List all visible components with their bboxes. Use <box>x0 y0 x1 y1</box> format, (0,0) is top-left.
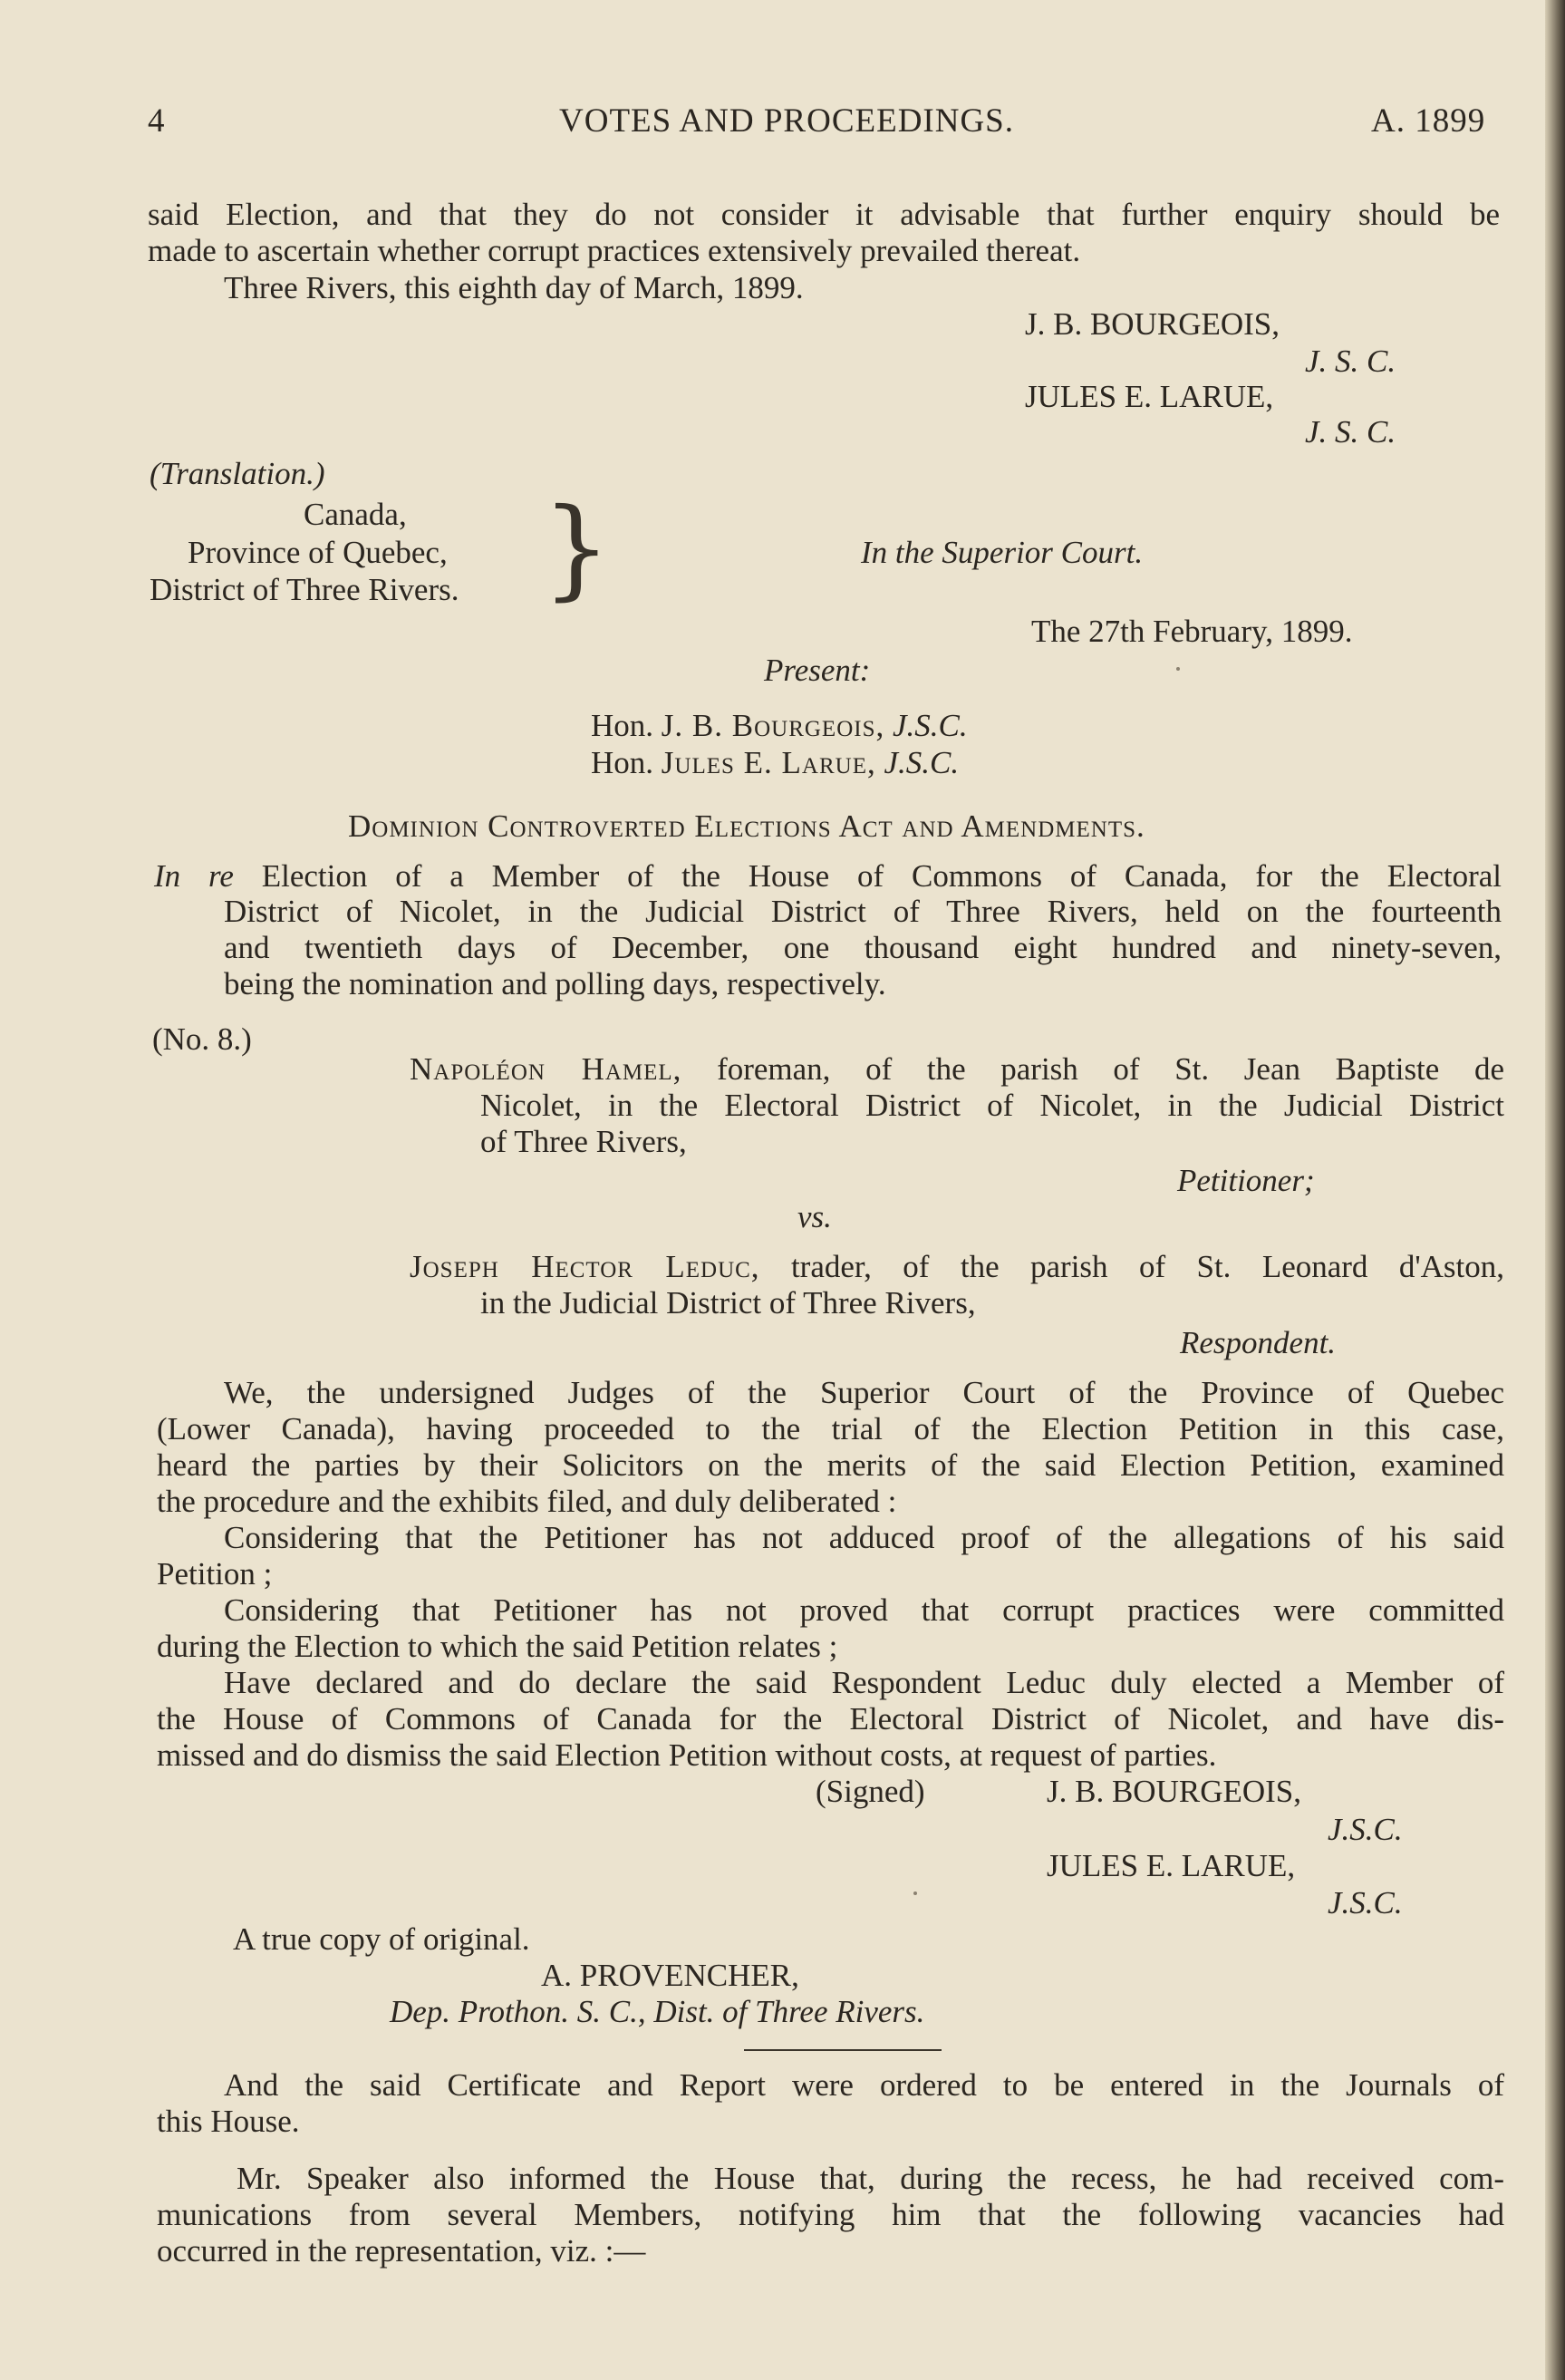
respondent-name: Joseph Hector Leduc, <box>410 1249 760 1284</box>
closing-paragraph-2-line-3: occurred in the representation, viz. :— <box>157 2233 646 2269</box>
court-name: In the Superior Court. <box>861 535 1144 570</box>
print-speck <box>1176 667 1180 671</box>
closing-paragraph-2-line-2: munications from several Members, notifying him that the following vacancies had <box>157 2197 1504 2232</box>
judgment-line-5: Considering that the Petitioner has not adduced proof of the allegations of his said <box>224 1520 1504 1555</box>
closing-paragraph-1-line-2: this House. <box>157 2104 300 2139</box>
page-spine-shadow <box>1545 0 1565 2380</box>
judgment-line-11: missed and do dismiss the said Election Petition without costs, at request of parties. <box>157 1737 1217 1773</box>
in-re-line-2: District of Nicolet, in the Judicial District of Three Rivers, held on the fourteenth <box>224 894 1502 929</box>
top-signature-judge-2-title: J. S. C. <box>1305 414 1396 450</box>
present-judge-1-title: J.S.C. <box>884 708 968 743</box>
present-judge-2-name: Jules E. Larue, <box>661 745 876 780</box>
bottom-signature-judge-2-title: J.S.C. <box>1328 1885 1403 1920</box>
present-judge-1 <box>591 708 968 744</box>
intro-dateline: Three Rivers, this eighth day of March, 1899. <box>224 270 804 305</box>
page-number: 4 <box>148 102 166 140</box>
judgment-line-7: Considering that Petitioner has not proved that corrupt practices were committed <box>224 1592 1504 1628</box>
closing-paragraph-1-line-1: And the said Certificate and Report were ordered to be entered in the Journals of <box>224 2067 1504 2103</box>
case-number: (No. 8.) <box>152 1021 252 1057</box>
petitioner-name: Napoléon Hamel, <box>410 1051 682 1087</box>
translation-note: (Translation.) <box>150 456 325 491</box>
page-header-title: VOTES AND PROCEEDINGS. <box>559 102 1015 140</box>
petitioner-line-1-text: foreman, of the parish of St. Jean Baptiste de <box>681 1051 1504 1087</box>
in-re-line-1 <box>154 858 1502 895</box>
present-judge-2 <box>591 745 959 781</box>
in-re-line-1-text: Election of a Member of the House of Commons of Canada, for the Electoral <box>233 858 1502 894</box>
present-judge-2-title: J.S.C. <box>875 745 960 780</box>
judgment-line-8: during the Election to which the said Petition relates ; <box>157 1629 838 1664</box>
intro-line-2: made to ascertain whether corrupt practices extensively prevailed thereat. <box>148 233 1081 268</box>
present-judge-2-prefix: Hon. <box>591 745 662 780</box>
closing-paragraph-2-line-1: Mr. Speaker also informed the House that, during the recess, he had received com- <box>237 2161 1504 2196</box>
judgment-line-2: (Lower Canada), having proceeded to the trial of the Election Petition in this case, <box>157 1411 1504 1446</box>
petitioner-role: Petitioner; <box>1177 1163 1315 1198</box>
court-date: The 27th February, 1899. <box>1031 614 1353 649</box>
respondent-line-1 <box>410 1249 1504 1285</box>
true-copy-statement: A true copy of original. <box>233 1921 530 1957</box>
bottom-signature-judge-1-title: J.S.C. <box>1328 1812 1403 1847</box>
venue-province: Province of Quebec, <box>188 535 448 570</box>
venue-country: Canada, <box>304 497 407 532</box>
in-re-prefix: In re <box>154 858 234 894</box>
petitioner-line-1 <box>410 1051 1504 1088</box>
judgment-line-10: the House of Commons of Canada for the Electoral District of Nicolet, and have dis- <box>157 1701 1504 1737</box>
section-divider <box>744 2049 942 2051</box>
print-speck <box>913 1891 917 1895</box>
respondent-role: Respondent. <box>1180 1325 1337 1360</box>
judgment-line-6: Petition ; <box>157 1556 273 1592</box>
judgment-line-9: Have declared and do declare the said Respondent Leduc duly elected a Member of <box>224 1665 1504 1700</box>
present-judge-1-name: J. B. Bourgeois, <box>661 708 885 743</box>
versus: vs. <box>797 1199 832 1234</box>
certifier-title: Dep. Prothon. S. C., Dist. of Three Rivers. <box>390 1994 925 2029</box>
signed-label: (Signed) <box>816 1774 925 1809</box>
intro-line-1: said Election, and that they do not consider it advisable that further enquiry should be <box>148 197 1500 232</box>
act-title: Dominion Controverted Elections Act and Amendments. <box>348 808 1145 844</box>
present-judge-1-prefix: Hon. <box>591 708 662 743</box>
respondent-line-2: in the Judicial District of Three Rivers, <box>480 1285 976 1321</box>
page-header-year: A. 1899 <box>1371 102 1486 140</box>
top-signature-judge-1-title: J. S. C. <box>1305 343 1396 379</box>
judgment-line-4: the procedure and the exhibits filed, and duly deliberated : <box>157 1484 897 1519</box>
respondent-line-1-text: trader, of the parish of St. Leonard d'Aston, <box>759 1249 1505 1284</box>
present-label: Present: <box>764 653 871 688</box>
certifier-name: A. PROVENCHER, <box>541 1958 799 1993</box>
venue-brace: } <box>542 486 612 612</box>
top-signature-judge-2: JULES E. LARUE, <box>1025 379 1274 414</box>
top-signature-judge-1: J. B. BOURGEOIS, <box>1025 306 1280 342</box>
venue-district: District of Three Rivers. <box>150 572 459 607</box>
judgment-line-3: heard the parties by their Solicitors on the merits of the said Election Petition, examined <box>157 1447 1504 1483</box>
bottom-signature-judge-2: JULES E. LARUE, <box>1047 1848 1296 1883</box>
in-re-line-3: and twentieth days of December, one thousand eight hundred and ninety-seven, <box>224 930 1502 965</box>
bottom-signature-judge-1: J. B. BOURGEOIS, <box>1047 1774 1302 1809</box>
petitioner-line-2: Nicolet, in the Electoral District of Nicolet, in the Judicial District <box>480 1088 1504 1123</box>
in-re-line-4: being the nomination and polling days, respectively. <box>224 966 886 1001</box>
petitioner-line-3: of Three Rivers, <box>480 1124 687 1159</box>
judgment-line-1: We, the undersigned Judges of the Superior Court of the Province of Quebec <box>224 1375 1504 1410</box>
